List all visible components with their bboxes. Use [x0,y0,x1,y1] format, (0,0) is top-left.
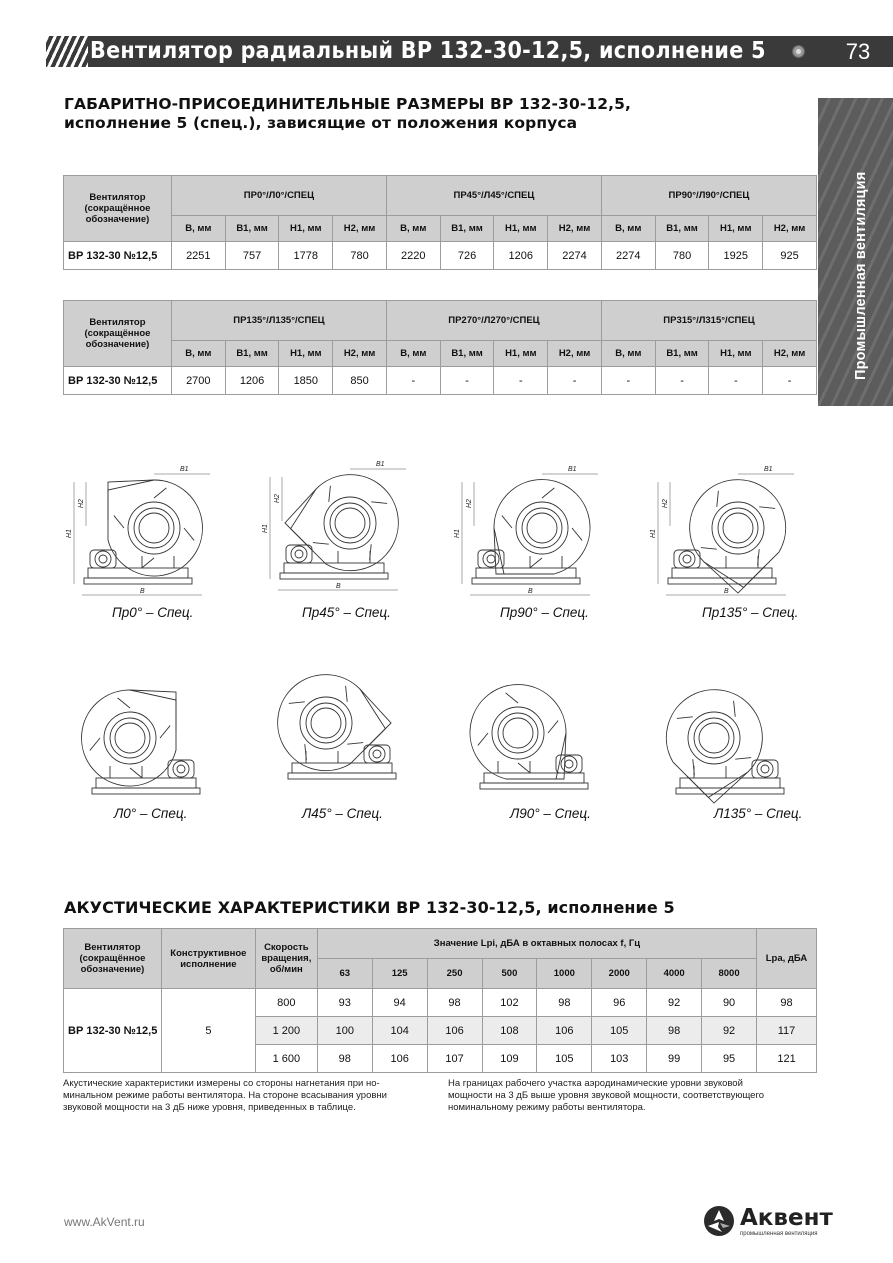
fan-drawing [646,460,806,610]
bullet-icon [792,45,805,58]
band-header: 4000 [647,959,702,989]
table-cell: - [601,367,655,395]
table-row [64,367,817,395]
drawing-caption: Л90° – Спец. [510,806,591,821]
table-cell: 105 [537,1045,592,1073]
table-cell: 2700 [171,367,225,395]
table-cell: 780 [655,242,709,270]
column-header: B, мм [171,216,225,242]
page-title: Вентилятор радиальный ВР 132-30-12,5, исполнение 5 [90,38,766,64]
table-cell: 726 [440,242,494,270]
column-header: B1, мм [440,341,494,367]
column-header: B1, мм [225,341,279,367]
table-cell: 2274 [601,242,655,270]
drawing-caption: Л45° – Спец. [302,806,383,821]
dimensions-table-1 [63,175,817,270]
sub-header-row [64,216,817,242]
table-cell: - [655,367,709,395]
speed-cell: 1 200 [255,1017,317,1045]
column-header: H2, мм [548,341,602,367]
svg-text:B: B [336,583,341,590]
note-left: Акустические характеристики измерены со стороны нагнетания при но- минальном режиме работы вентилятора. На стороне всасывания уровни звуковой мощности на 3 дБ ниже уровня, приведенных в таблице. [63,1078,387,1113]
drawing-caption: Пр45° – Спец. [302,605,391,620]
column-header: B, мм [386,216,440,242]
dimensions-title [64,95,631,133]
band-header: 1000 [537,959,592,989]
fan-name: ВР 132-30 №12,5 [64,989,162,1073]
sub-header-row [64,341,817,367]
table-cell: 104 [372,1017,427,1045]
fan-name: ВР 132-30 №12,5 [64,242,172,270]
table-cell: 93 [317,989,372,1017]
svg-text:H1: H1 [262,524,269,533]
design-header: Конструктивное исполнение [161,929,255,989]
svg-text:H1: H1 [66,529,73,538]
table-row [64,989,817,1017]
table-cell: 98 [427,989,482,1017]
band-header: 125 [372,959,427,989]
fan-drawing [450,665,610,815]
table-cell: 757 [225,242,279,270]
column-header: H2, мм [763,341,817,367]
table-cell: 1925 [709,242,763,270]
table-cell: 108 [482,1017,537,1045]
column-header: B, мм [601,216,655,242]
table-cell: - [494,367,548,395]
svg-text:H2: H2 [78,499,85,508]
table-cell: 1206 [225,367,279,395]
table-cell: 98 [647,1017,702,1045]
fan-drawing [62,670,222,820]
svg-text:H2: H2 [274,494,281,503]
column-header: B1, мм [655,341,709,367]
lpa-cell: 98 [757,989,817,1017]
group-header: ПР315°/Л315°/СПЕЦ [601,301,816,341]
table-cell: 925 [763,242,817,270]
fan-drawing [258,455,418,605]
fan-drawing [258,655,418,805]
fan-header: Вентилятор (сокращённое обозначение) [64,301,172,367]
dimensions-table-2 [63,300,817,395]
band-header: 63 [317,959,372,989]
design-cell: 5 [161,989,255,1073]
table-cell: 90 [702,989,757,1017]
column-header: H1, мм [494,341,548,367]
svg-text:B1: B1 [764,466,773,473]
column-header: H1, мм [279,341,333,367]
table-cell: 92 [702,1017,757,1045]
header-stripes [46,36,88,67]
fan-drawing [62,460,222,610]
group-header: ПР0°/Л0°/СПЕЦ [171,176,386,216]
table-cell: 109 [482,1045,537,1073]
svg-text:H1: H1 [650,529,657,538]
fan-drawing [450,460,610,610]
table-cell: 106 [537,1017,592,1045]
table-cell: 92 [647,989,702,1017]
table-cell: 106 [427,1017,482,1045]
svg-text:H1: H1 [454,529,461,538]
svg-text:H2: H2 [466,499,473,508]
column-header: B, мм [171,341,225,367]
svg-text:B: B [724,588,729,595]
drawing-caption: Пр135° – Спец. [702,605,799,620]
dimensions-title-line1: ГАБАРИТНО-ПРИСОЕДИНИТЕЛЬНЫЕ РАЗМЕРЫ ВР 132-30-12,5, [64,95,631,113]
table-cell: - [386,367,440,395]
band-header: 250 [427,959,482,989]
column-header: H2, мм [548,216,602,242]
column-header: B, мм [601,341,655,367]
fan-name: ВР 132-30 №12,5 [64,367,172,395]
column-header: B, мм [386,341,440,367]
fan-drawing [646,670,806,820]
table-cell: 102 [482,989,537,1017]
table-cell: 2251 [171,242,225,270]
table-cell: 1850 [279,367,333,395]
column-header: H1, мм [709,216,763,242]
speed-cell: 1 600 [255,1045,317,1073]
page-number: 73 [845,39,871,64]
fan-header: Вентилятор (сокращённое обозначение) [64,929,162,989]
column-header: H2, мм [763,216,817,242]
group-header: ПР135°/Л135°/СПЕЦ [171,301,386,341]
band-header: 500 [482,959,537,989]
svg-text:B: B [140,588,145,595]
table-cell: 98 [317,1045,372,1073]
band-header: 8000 [702,959,757,989]
table-cell: 99 [647,1045,702,1073]
logo-subtitle: промышленная вентиляция [740,1231,818,1237]
site-url[interactable]: www.AkVent.ru [64,1215,145,1229]
speed-cell: 800 [255,989,317,1017]
logo-name: Аквент [740,1205,833,1231]
drawing-caption: Пр0° – Спец. [112,605,194,620]
table-cell: 2274 [548,242,602,270]
table-cell: 96 [592,989,647,1017]
table-cell: 107 [427,1045,482,1073]
bands-header: Значение Lpi, дБА в октавных полосах f, Гц [317,929,756,959]
svg-text:B1: B1 [376,461,385,468]
note-right: На границах рабочего участка аэродинамические уровни звуковой мощности на 3 дБ выше уровня звуковой мощности, соответствующего номинальному режиму работы вентилятора. [448,1078,764,1113]
svg-text:B1: B1 [568,466,577,473]
column-header: H1, мм [279,216,333,242]
table-cell: 95 [702,1045,757,1073]
drawing-caption: Пр90° – Спец. [500,605,589,620]
column-header: H2, мм [333,341,387,367]
acoustic-table [63,928,817,1073]
table-cell: 106 [372,1045,427,1073]
band-header: 2000 [592,959,647,989]
table-cell: 105 [592,1017,647,1045]
speed-header: Скорость вращения, об/мин [255,929,317,989]
column-header: B1, мм [655,216,709,242]
lpa-cell: 117 [757,1017,817,1045]
table-cell: 2220 [386,242,440,270]
table-cell: 850 [333,367,387,395]
table-cell: - [440,367,494,395]
table-cell: - [548,367,602,395]
table-row [64,242,817,270]
column-header: B1, мм [225,216,279,242]
column-header: H2, мм [333,216,387,242]
drawing-caption: Л135° – Спец. [714,806,803,821]
lpa-header: Lpa, дБА [757,929,817,989]
drawing-caption: Л0° – Спец. [114,806,188,821]
group-header: ПР270°/Л270°/СПЕЦ [386,301,601,341]
side-band-label: Промышленная вентиляция [853,171,869,380]
table-cell: - [763,367,817,395]
table-cell: 98 [537,989,592,1017]
table-cell: 1206 [494,242,548,270]
table-cell: 100 [317,1017,372,1045]
table-cell: 103 [592,1045,647,1073]
column-header: H1, мм [494,216,548,242]
group-header: ПР45°/Л45°/СПЕЦ [386,176,601,216]
table-cell: - [709,367,763,395]
svg-text:B1: B1 [180,466,189,473]
table-cell: 94 [372,989,427,1017]
fan-header: Вентилятор (сокращённое обозначение) [64,176,172,242]
group-header: ПР90°/Л90°/СПЕЦ [601,176,816,216]
svg-text:B: B [528,588,533,595]
table-cell: 780 [333,242,387,270]
svg-text:H2: H2 [662,499,669,508]
column-header: H1, мм [709,341,763,367]
acoustic-title: АКУСТИЧЕСКИЕ ХАРАКТЕРИСТИКИ ВР 132-30-12,5, исполнение 5 [64,898,675,917]
dimensions-title-line2: исполнение 5 (спец.), зависящие от положения корпуса [64,114,578,132]
lpa-cell: 121 [757,1045,817,1073]
column-header: B1, мм [440,216,494,242]
akvent-logo-icon [700,1202,738,1240]
table-cell: 1778 [279,242,333,270]
